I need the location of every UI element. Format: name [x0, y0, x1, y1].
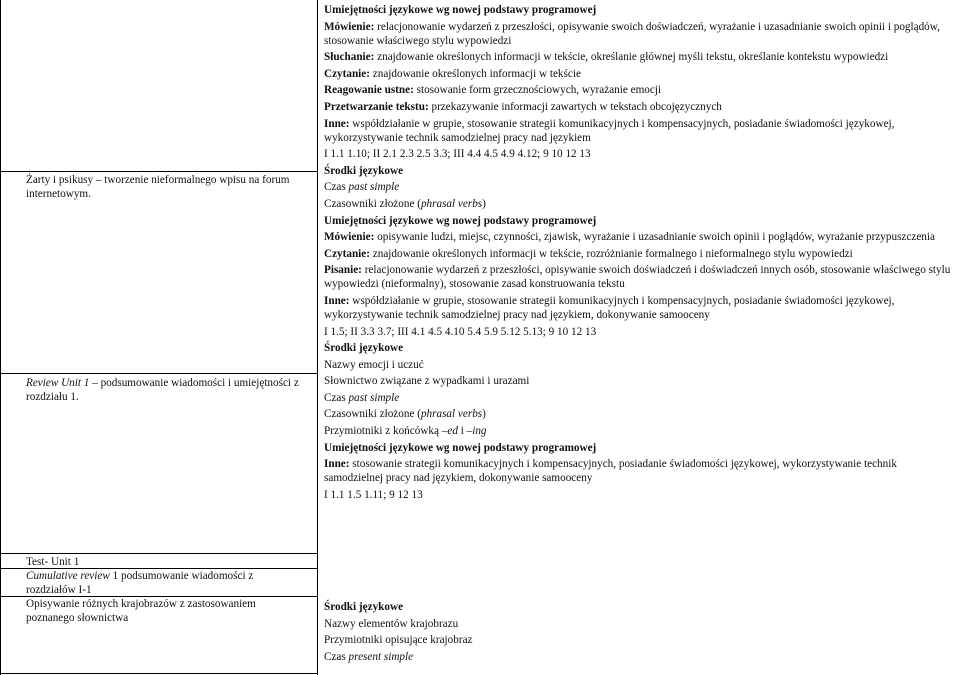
- skill-text: relacjonowanie wydarzeń z przeszłości, opisywanie swoich doświadczeń i doświadczeń innych osób, stosowanie właściwego stylu wypowiedzi (nieformalny), stosowanie zasad konstruowania tekstu: [324, 264, 951, 291]
- skill-text: współdziałanie w grupie, stosowanie strategii komunikacyjnych i kompensacyjnych, posiadanie świadomości językowej, wykorzystywanie technik samodzielnej pracy nad językiem, dokonywanie samooceny: [324, 294, 895, 321]
- skill-item: [324, 67, 956, 81]
- skill-item: [324, 247, 956, 261]
- lesson-row-30: [4, 173, 304, 201]
- skill-label: Inne:: [324, 117, 350, 130]
- lesson-title: 1 podsumowanie wiadomości z rozdziałów I-1: [26, 570, 254, 596]
- skill-item: [324, 294, 956, 322]
- skill-item: [324, 50, 956, 64]
- language-means-header: Środki językowe: [324, 342, 404, 355]
- skill-label: Inne:: [324, 294, 350, 307]
- lesson-title-italic: Cumulative review: [26, 570, 110, 582]
- skill-item: [324, 230, 956, 244]
- language-means-item: Słownictwo związane z wypadkami i urazami: [324, 375, 530, 388]
- skill-label: Przetwarzanie tekstu:: [324, 100, 429, 113]
- lesson-row-34: [4, 597, 304, 625]
- skill-item: [324, 20, 956, 48]
- skill-label: Mówienie:: [324, 231, 375, 244]
- skill-item: [324, 117, 956, 145]
- skill-label: Reagowanie ustne:: [324, 84, 414, 97]
- skills-column-bottom: [324, 600, 956, 666]
- skill-text: znajdowanie określonych informacji w tekście, określanie głównej myśli tekstu, określanie kontekstu wypowiedzi: [374, 51, 889, 64]
- row-divider-30: [0, 171, 318, 172]
- lesson-title: – podsumowanie wiadomości i umiejętności z rozdziału 1.: [26, 377, 299, 403]
- language-means-item: Przymiotniki opisujące krajobraz: [324, 634, 473, 647]
- row-divider-31: [0, 373, 318, 374]
- column-divider: [317, 0, 318, 675]
- lesson-row-32: [4, 555, 304, 569]
- curriculum-codes: I 1.5; II 3.3 3.7; III 4.1 4.5 4.10 5.4 5.9 5.12 5.13; 9 10 12 13: [324, 325, 597, 338]
- lesson-number: [4, 173, 26, 187]
- skill-item: [324, 457, 956, 485]
- lesson-number: [4, 555, 26, 569]
- skills-header: Umiejętności językowe wg nowej podstawy programowej: [324, 214, 597, 227]
- skill-text: znajdowanie określonych informacji w tekście: [369, 67, 581, 80]
- language-means-item: Przymiotniki z końcówką –ed i –ing: [324, 425, 487, 438]
- curriculum-codes: I 1.1 1.10; II 2.1 2.3 2.5 3.3; III 4.4 4.5 4.9 4.12; 9 10 12 13: [324, 148, 591, 161]
- lesson-number: [4, 569, 26, 583]
- lesson-title: Opisywanie różnych krajobrazów z zastosowaniem poznanego słownictwa: [26, 598, 256, 624]
- lesson-title: Test- Unit 1: [26, 556, 80, 568]
- skill-item: [324, 100, 956, 114]
- skill-text: stosowanie form grzecznościowych, wyrażanie emocji: [413, 84, 662, 97]
- skill-text: relacjonowanie wydarzeń z przeszłości, opisywanie swoich doświadczeń, wyrażanie i uzasadnianie swoich opinii i poglądów, stosowanie właściwego stylu wypowiedzi: [324, 20, 940, 47]
- lesson-title-italic: Review Unit 1: [26, 377, 90, 389]
- skill-label: Inne:: [324, 458, 350, 471]
- skills-header: Umiejętności językowe wg nowej podstawy programowej: [324, 4, 597, 16]
- row-divider-bottom-left: [0, 673, 318, 674]
- skills-column: [324, 3, 956, 504]
- language-means-item: Czas past simple: [324, 181, 400, 194]
- language-means-item: Nazwy elementów krajobrazu: [324, 617, 459, 630]
- skill-text: stosowanie strategii komunikacyjnych i kompensacyjnych, posiadanie świadomości językowej, wykorzystywanie technik samodzielnej pracy nad językiem, dokonywanie samooceny: [324, 458, 897, 485]
- lesson-title: Żarty i psikusy – tworzenie nieformalnego wpisu na forum internetowym.: [26, 174, 290, 200]
- skill-item: [324, 263, 956, 291]
- language-means-item: Nazwy emocji i uczuć: [324, 358, 424, 371]
- curriculum-codes: I 1.1 1.5 1.11; 9 12 13: [324, 488, 423, 501]
- lesson-number: [4, 376, 26, 390]
- skill-text: znajdowanie określonych informacji w tekście, rozróżnianie formalnego i nieformalnego stylu wypowiedzi: [369, 247, 853, 260]
- language-means-item: Czasowniki złożone (phrasal verbs): [324, 197, 486, 210]
- skill-label: Czytanie:: [324, 67, 370, 80]
- skill-text: przekazywanie informacji zawartych w tekstach obcojęzycznych: [428, 100, 722, 113]
- skill-label: Czytanie:: [324, 247, 370, 260]
- language-means-header: Środki językowe: [324, 601, 404, 613]
- skills-header: Umiejętności językowe wg nowej podstawy programowej: [324, 441, 597, 454]
- skill-label: Słuchanie:: [324, 51, 375, 64]
- language-means-header: Środki językowe: [324, 164, 404, 177]
- language-means-item: Czas past simple: [324, 391, 400, 404]
- language-means-item: Czasowniki złożone (phrasal verbs): [324, 408, 486, 421]
- row-divider-32: [0, 553, 318, 554]
- skill-label: Mówienie:: [324, 20, 375, 33]
- lesson-row-33: [4, 569, 304, 597]
- skill-text: opisywanie ludzi, miejsc, czynności, zjawisk, wyrażanie i uzasadnianie swoich opinii i poglądów, wyrażanie przypuszczenia: [374, 231, 935, 244]
- table-border-left: [0, 0, 1, 675]
- language-means-item: Czas present simple: [324, 650, 414, 663]
- lesson-row-31: [4, 376, 304, 404]
- skill-item: [324, 83, 956, 97]
- lesson-number: [4, 597, 26, 611]
- skill-text: współdziałanie w grupie, stosowanie strategii komunikacyjnych i kompensacyjnych, posiadanie świadomości językowej, wykorzystywanie technik samodzielnej pracy nad językiem: [324, 117, 895, 144]
- skill-label: Pisanie:: [324, 264, 362, 277]
